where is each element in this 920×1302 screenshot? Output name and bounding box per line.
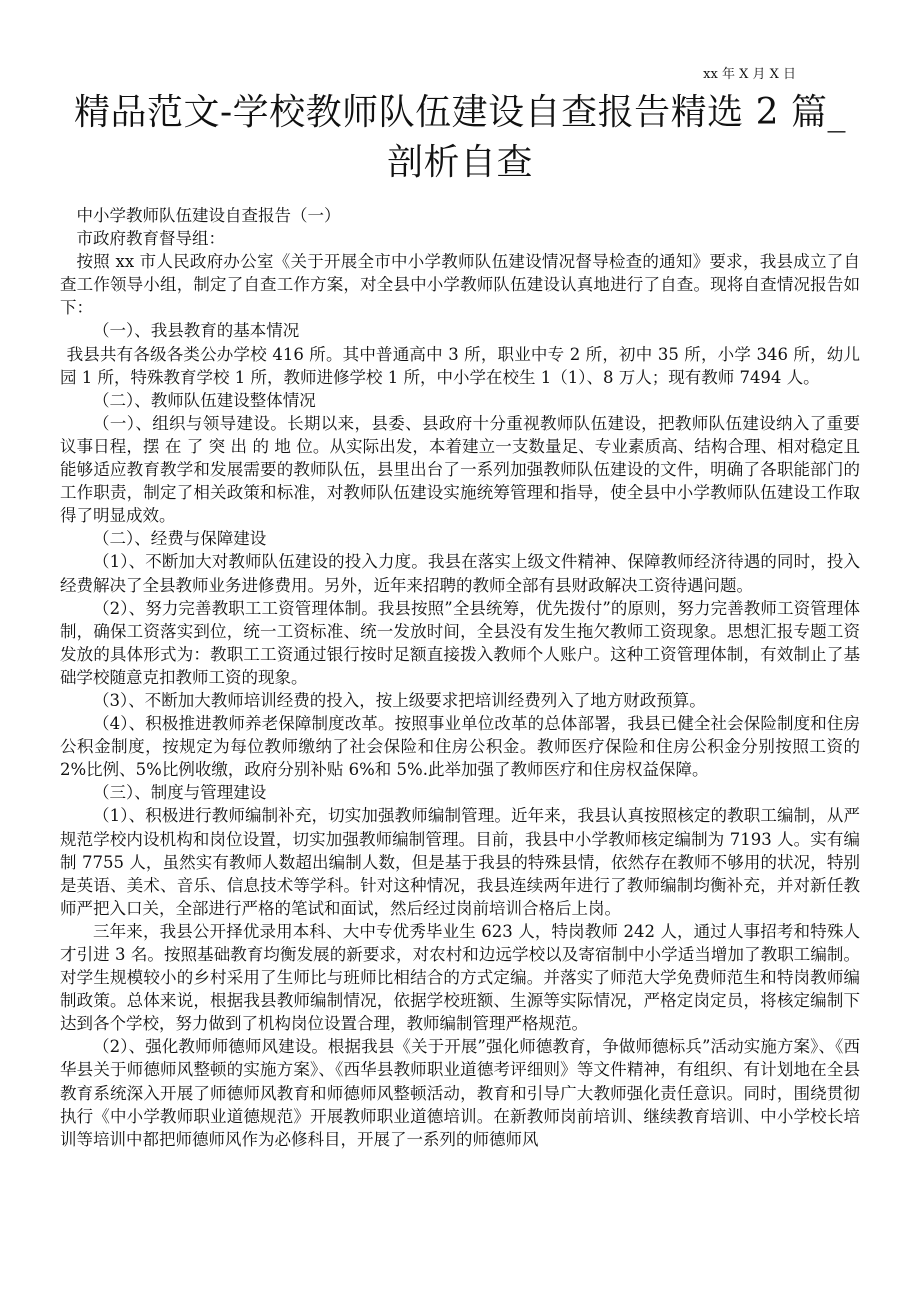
salutation: 市政府教育督导组： [76,229,225,249]
paragraph: 按照 xx 市人民政府办公室《关于开展全市中小学教师队伍建设情况督导检查的通知》要求，我县成立了自查工作领导小组，制定了自查工作方案，对全县中小学教师队伍建设认真地进行了自查。现将自查情况报告如下： [60,252,860,318]
paragraph: 三年来，我县公开择优录用本科、大中专优秀毕业生 623 人，特岗教师 242 人，通过人事招考和特殊人才引进 3 名。按照基础教育均衡发展的新要求，对农村和边远学校以及寄宿制中小学适当增加了教职工编制。对学生规模较小的乡村采用了生师比与班师比相结合的方式定编。并落实了师范大学免费师范生和特岗教师编制政策。总体来说，根据我县教师编制情况，依据学校班额、生源等实际情况，严格定岗定员，将核定编制下达到各个学校，努力做到了机构岗位设置合理，教师编制管理严格规范。 [60,921,860,1034]
subsection-heading: （二）、教师队伍建设整体情况 [93,390,316,410]
paragraph: （1）、积极进行教师编制补充，切实加强教师编制管理。近年来，我县认真按照核定的教职工编制，从严规范学校内设机构和岗位设置，切实加强教师编制管理。目前，我县中小学教师核定编制为 7193 人。实有编制 7755 人，虽然实有教师人数超出编制人数，但是基于我县的特殊县情，依然存在教师不够用的状况，特别是英语、美术、音乐、信息技术等学科。针对这种情况，我县连续两年进行了教师编制均衡补充，并对新任教师严把入口关，全部进行严格的笔试和面试，然后经过岗前培训合格后上岗。 [60,806,860,918]
subsection-heading: （二）、经费与保障建设 [93,529,267,549]
subsection-heading: （一）、我县教育的基本情况 [93,321,300,341]
document-body [60,204,860,1151]
subsection-heading: （三）、制度与管理建设 [93,783,267,803]
paragraph: 我县共有各级各类公办学校 416 所。其中普通高中 3 所，职业中专 2 所，初中 35 所，小学 346 所，幼儿园 1 所，特殊教育学校 1 所，教师进修学校 1 所，中小学在校生 1（1）、8 万人；现有教师 7494 人。 [60,344,860,387]
paragraph: （4）、积极推进教师养老保障制度改革。按照事业单位改革的总体部署，我县已健全社会保险制度和住房公积金制度，按规定为每位教师缴纳了社会保险和住房公积金。教师医疗保险和住房公积金分别按照工资的 2%比例、5%比例收缴，政府分别补贴 6%和 5%.此举加强了教师医疗和住房权益保障。 [60,714,860,780]
paragraph: （1）、不断加大对教师队伍建设的投入力度。我县在落实上级文件精神、保障教师经济待遇的同时，投入经费解决了全县教师业务进修费用。另外，近年来招聘的教师全部有县财政解决工资待遇问题。 [60,552,860,595]
section-heading: 中小学教师队伍建设自查报告（一） [76,206,341,225]
paragraph: （一）、组织与领导建设。长期以来，县委、县政府十分重视教师队伍建设，把教师队伍建设纳入了重要议事日程，摆 在 了 突 出 的 地 位。从实际出发，本着建立一支数量足、专业素质高、结构合理、相对稳定且能够适应教育教学和发展需要的教师队伍，县里出台了一系列加强教师队伍建设的文件，明确了各职能部门的工作职责，制定了相关政策和标准，对教师队伍建设实施统筹管理和指导，使全县中小学教师队伍建设工作取得了明显成效。 [60,413,860,526]
paragraph: （3）、不断加大教师培训经费的投入，按上级要求把培训经费列入了地方财政预算。 [93,690,706,710]
paragraph: （2）、强化教师师德师风建设。根据我县《关于开展”强化师德教育，争做师德标兵”活动实施方案》、《西华县关于师德师风整顿的实施方案》、《西华县教师职业道德考评细则》等文件精神，有组织、有计划地在全县教育系统深入开展了师德师风教育和师德师风整顿活动，教育和引导广大教师强化责任意识。同时，围绕贯彻执行《中小学教师职业道德规范》开展教师职业道德培训。在新教师岗前培训、继续教育培训、中小学校长培训等培训中都把师德师风作为必修科目，开展了一系列的师德师风 [60,1037,860,1149]
document-title: 精品范文-学校教师队伍建设自查报告精选 2 篇_剖析自查 [74,92,846,183]
paragraph: （2）、努力完善教职工工资管理体制。我县按照”全县统筹，优先拨付”的原则，努力完善教师工资管理体制，确保工资落实到位，统一工资标准、统一发放时间，全县没有发生拖欠教师工资现象。思想汇报专题工资发放的具体形式为：教职工工资通过银行按时足额直接拨入教师个人账户。这种工资管理体制，有效制止了基础学校随意克扣教师工资的现象。 [60,598,860,687]
document-date: xx 年 X 月 X 日 [703,67,796,82]
